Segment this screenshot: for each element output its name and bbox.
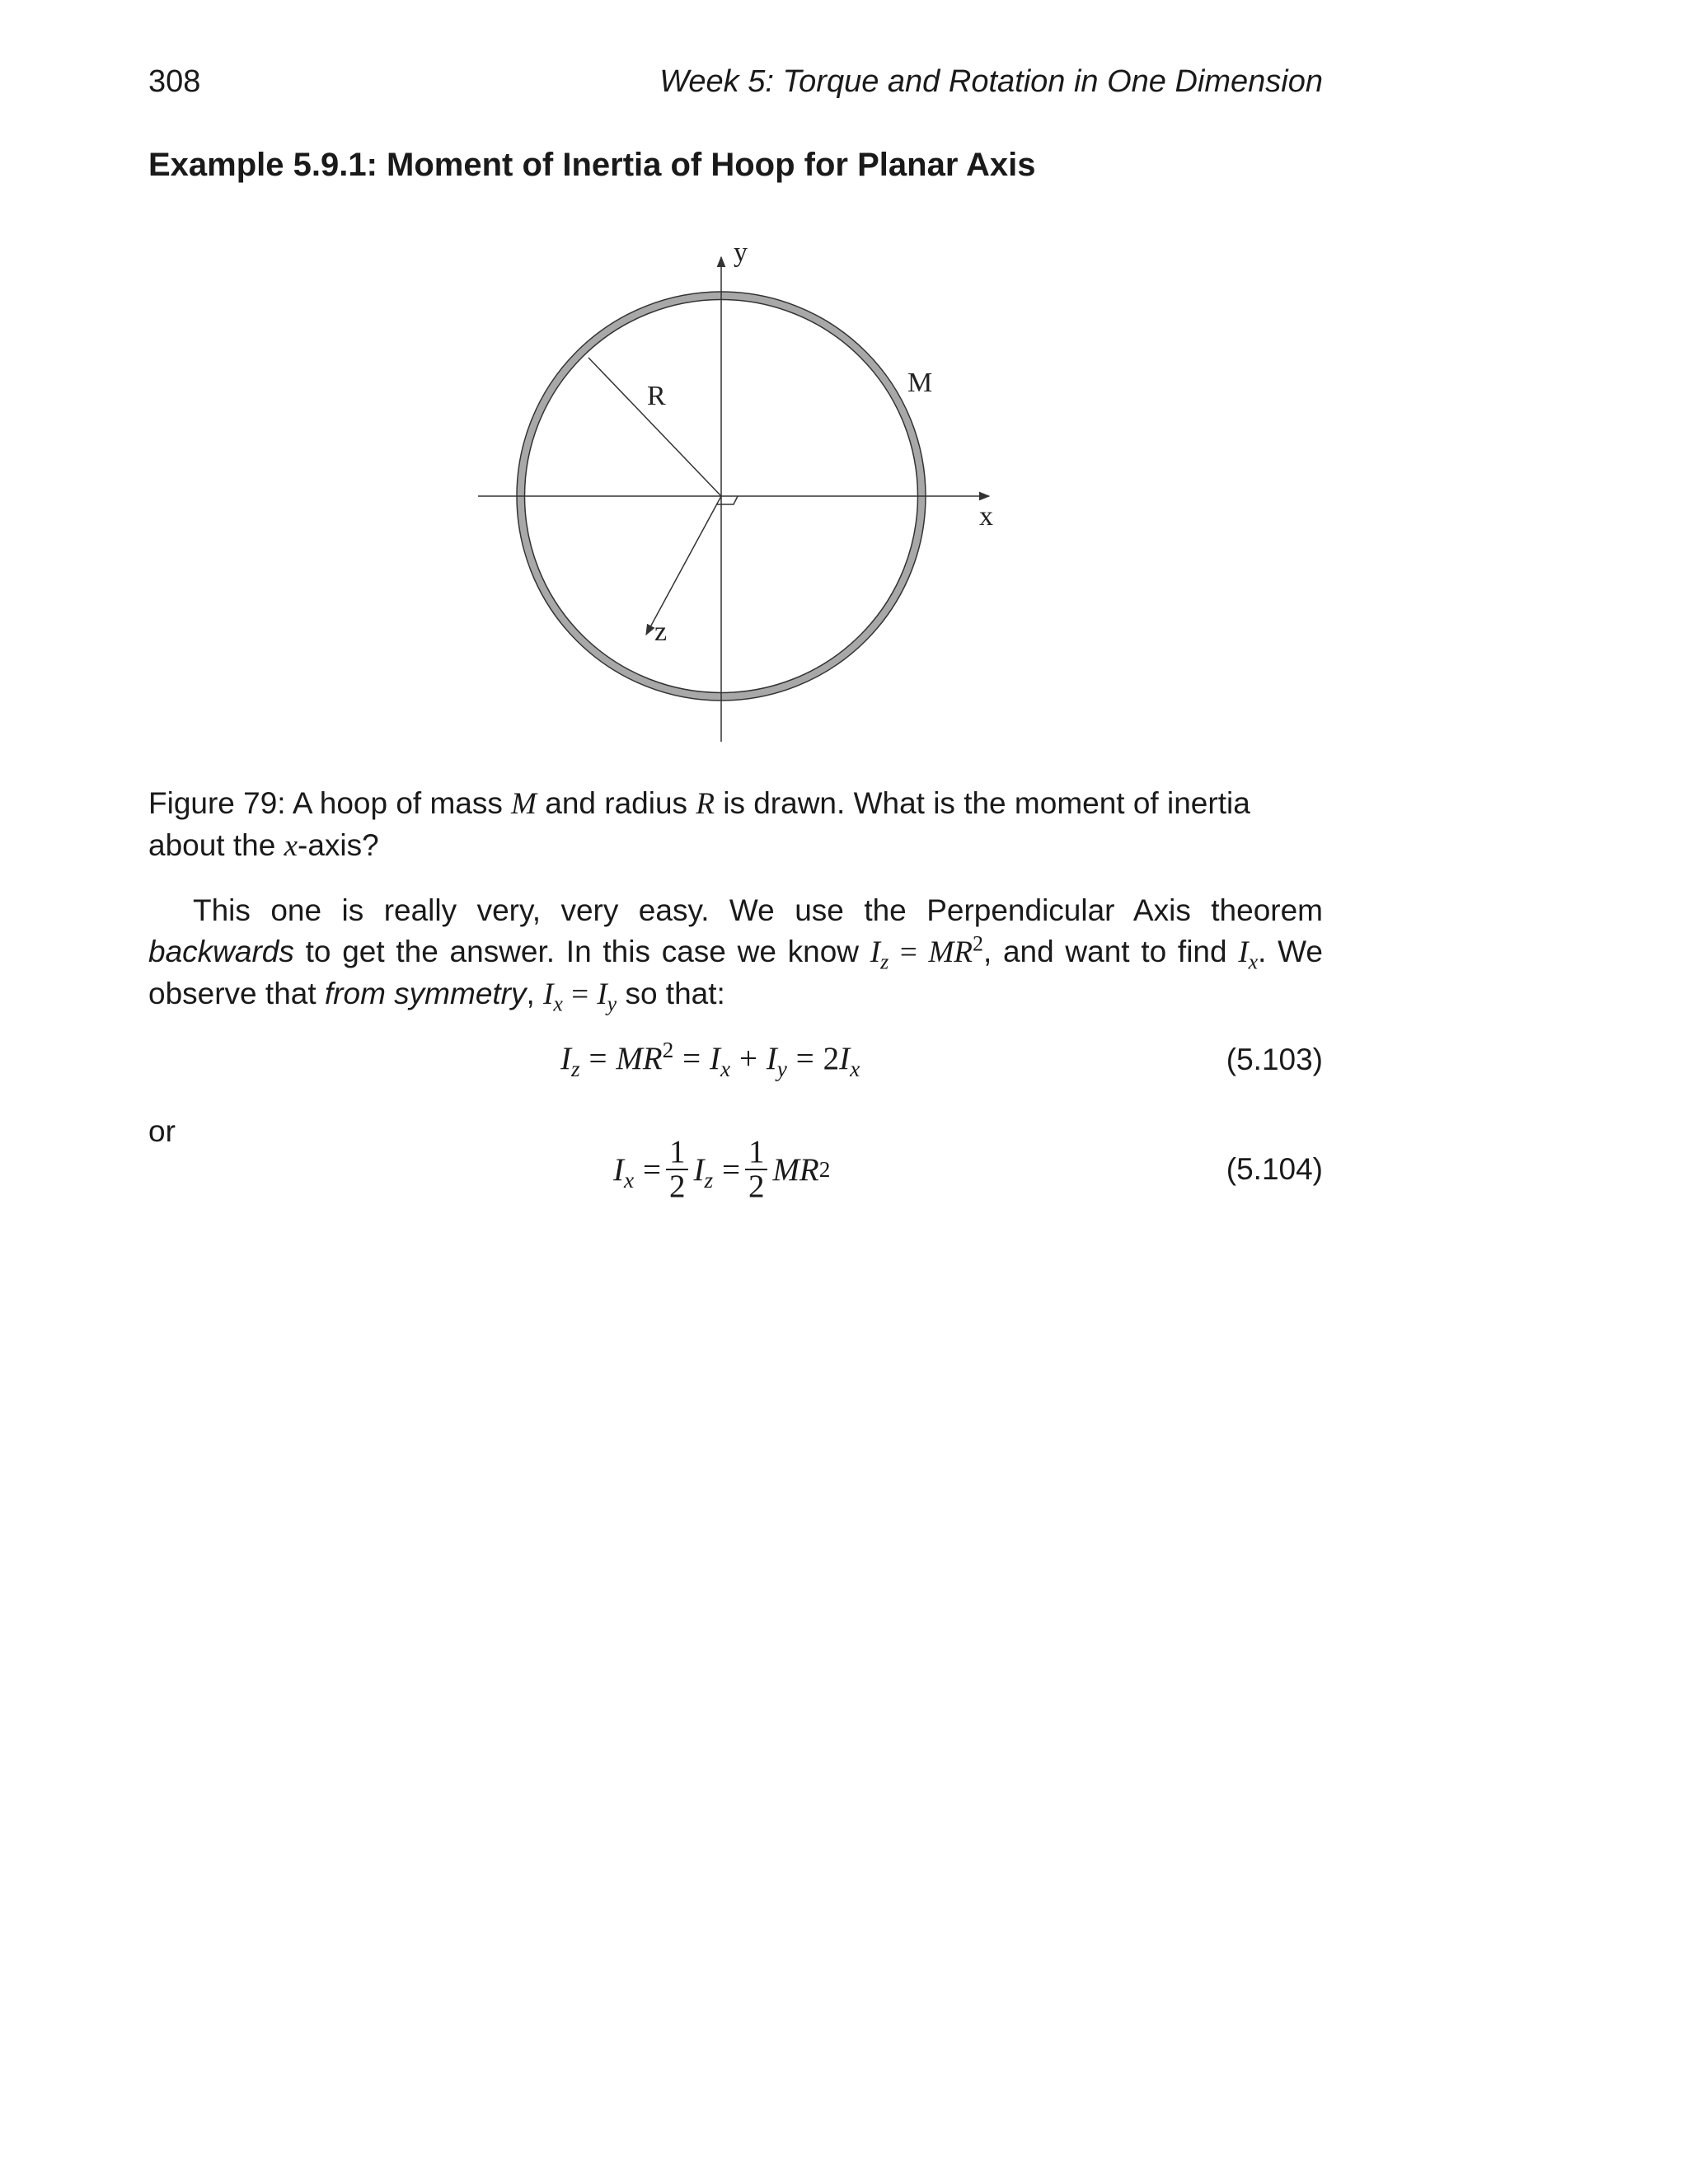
caption-rest: is drawn. What is the moment of inertia about the <box>148 786 1250 862</box>
connector-text: or <box>148 1114 176 1148</box>
z-axis-line <box>646 496 721 635</box>
caption-middle: and radius <box>536 786 696 820</box>
equation-5-104: $I_x$ = $\frac{1}{2}$ $I_z$ = $\frac{1}{2}$ MR 2 <box>613 1134 831 1204</box>
equation-number: (5.103) <box>1226 1043 1323 1076</box>
equation-number: (5.104) <box>1226 1152 1323 1186</box>
radius-label: R <box>647 381 666 411</box>
radius-line <box>588 358 721 496</box>
inline-eq-iz: $I_z$ <box>870 935 889 974</box>
caption-mass-symbol: M <box>511 787 537 821</box>
para-part3: , and want to find <box>982 935 1239 968</box>
caption-radius-symbol: R <box>696 787 715 821</box>
figure-caption <box>148 783 1323 867</box>
body-paragraph: This one is really very, very easy. We use the Perpendicular Axis theorem backwards to get the answer. In this case we know $I_z = MR^2$, and want to find $I_x$. We observe that from symmetry, $I_x = I_y$ so that: <box>148 893 1324 1016</box>
para-part2: to get the answer. In this case we know <box>293 935 870 968</box>
para-part1: This one is really very, very easy. We use the Perpendicular Axis theorem <box>193 893 1323 927</box>
inline-eq-sym: $I_x$ <box>543 977 563 1016</box>
caption-axis-symbol: x <box>284 829 298 863</box>
z-axis-label: z <box>654 616 668 647</box>
y-axis-label: y <box>734 237 748 268</box>
mass-label: M <box>907 368 933 398</box>
para-emph-backwards: backwards <box>148 935 294 968</box>
equation-5-103: $I_z = MR^2 = I_x + I_y = 2I_x$ <box>560 1038 860 1081</box>
para-emph-symmetry: from symmetry <box>324 977 527 1010</box>
caption-prefix: Figure 79: A hoop of mass <box>148 786 512 820</box>
page-number: 308 <box>148 64 201 99</box>
caption-end: -axis? <box>298 828 379 862</box>
para-part5: , <box>526 977 544 1010</box>
hoop-diagram <box>462 231 1039 758</box>
para-part6: so that: <box>617 977 725 1010</box>
inline-eq-ix: $I_x$ <box>1238 935 1259 974</box>
x-axis-label: x <box>979 501 993 532</box>
hoop-figure <box>462 231 1039 758</box>
example-title: Example 5.9.1: Moment of Inertia of Hoop for Planar Axis <box>148 147 1036 183</box>
running-header: Week 5: Torque and Rotation in One Dimension <box>659 64 1323 99</box>
para-part4: . We observe that <box>148 935 1324 1010</box>
